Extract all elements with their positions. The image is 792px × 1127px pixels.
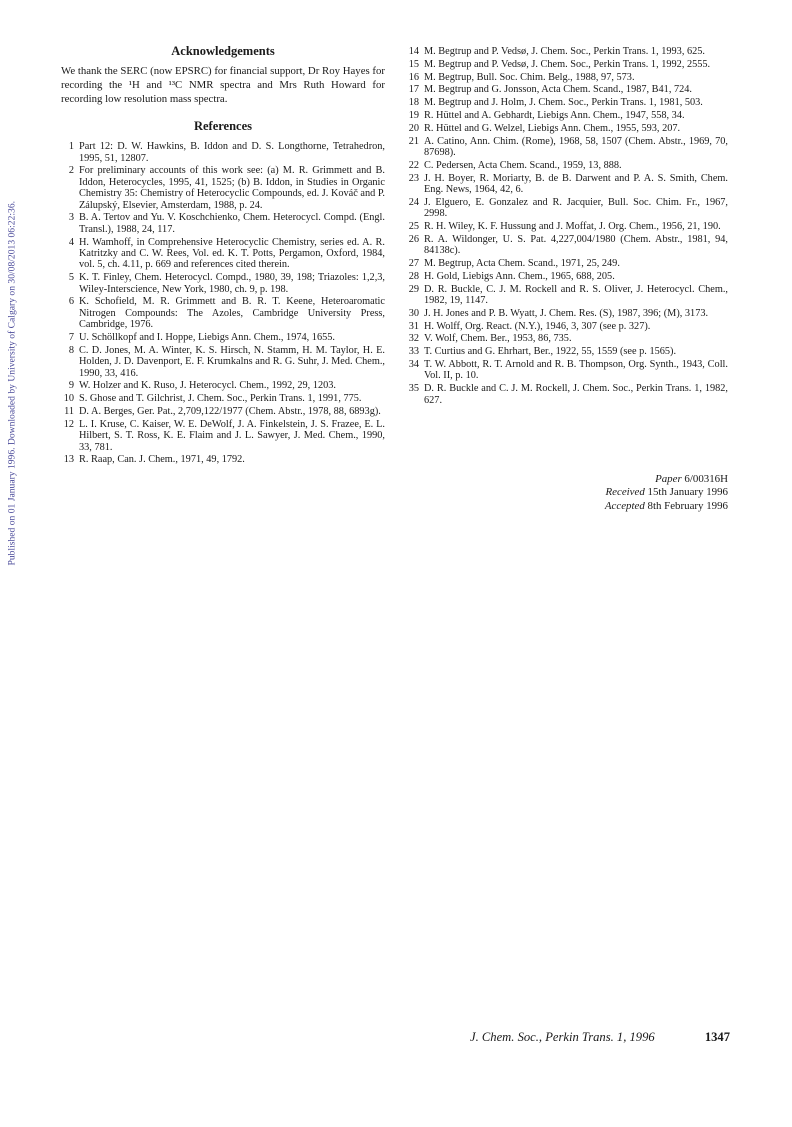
- reference-text: L. I. Kruse, C. Kaiser, W. E. DeWolf, J. A. Finkelstein, J. S. Frazee, E. L. Hilbert, S. T. Ross, K. E. Flaim and J. L. Sawyer, J. Med. Chem., 1990, 33, 781.: [79, 418, 385, 453]
- reference-text: K. T. Finley, Chem. Heterocycl. Compd., 1980, 39, 198; Triazoles: 1,2,3, Wiley-Interscience, New York, 1980, ch. 9, p. 198.: [79, 272, 385, 295]
- paper-label: Paper: [655, 473, 682, 485]
- reference-item: [61, 393, 385, 404]
- paper-id-line: [605, 473, 728, 486]
- acknowledgements-heading: Acknowledgements: [171, 44, 275, 58]
- reference-number: 16: [408, 71, 419, 83]
- reference-item: [406, 221, 728, 232]
- reference-number: 19: [408, 109, 419, 121]
- accepted-date: 8th February 1996: [647, 499, 728, 512]
- page-footer: [470, 1030, 730, 1045]
- received-line: [605, 486, 728, 499]
- reference-item: [406, 136, 728, 159]
- reference-item: [406, 271, 728, 282]
- reference-text: T. W. Abbott, R. T. Arnold and R. B. Thompson, Org. Synth., 1943, Coll. Vol. II, p. 10.: [424, 358, 728, 382]
- reference-item: [406, 160, 728, 171]
- reference-item: [406, 234, 728, 257]
- reference-item: [406, 123, 728, 134]
- reference-text: C. Pedersen, Acta Chem. Scand., 1959, 13, 888.: [424, 159, 622, 171]
- paper-id: 6/00316H: [684, 473, 728, 485]
- reference-item: [61, 296, 385, 330]
- reference-number: 14: [408, 46, 419, 57]
- reference-text: H. Gold, Liebigs Ann. Chem., 1965, 688, 205.: [424, 270, 615, 282]
- reference-item: [61, 272, 385, 295]
- reference-text: D. R. Buckle, C. J. M. Rockell and R. S. Oliver, J. Heterocycl. Chem., 1982, 19, 1147.: [424, 283, 728, 306]
- reference-text: A. Catino, Ann. Chim. (Rome), 1968, 58, 1507 (Chem. Abstr., 1969, 70, 87698).: [424, 135, 728, 158]
- reference-item: [61, 141, 385, 164]
- reference-text: S. Ghose and T. Gilchrist, J. Chem. Soc., Perkin Trans. 1, 1991, 775.: [79, 393, 362, 405]
- reference-number: 31: [408, 320, 419, 332]
- left-column: [61, 46, 385, 467]
- references-heading: References: [193, 118, 253, 133]
- reference-number: 35: [408, 383, 419, 395]
- reference-text: V. Wolf, Chem. Ber., 1953, 86, 735.: [424, 333, 572, 345]
- reference-text: H. Wamhoff, in Comprehensive Heterocyclic Chemistry, series ed. A. R. Katritzky and C. W. Rees, Vol. ed. K. T. Potts, Pergamon, Oxford, 1984, vol. 5, ch. 4.11, p. 669 and references cited therein.: [79, 236, 385, 271]
- reference-text: R. Hüttel and G. Welzel, Liebigs Ann. Chem., 1955, 593, 207.: [424, 122, 681, 134]
- reference-item: [406, 72, 728, 83]
- reference-text: M. Begtrup, Acta Chem. Scand., 1971, 25, 249.: [424, 257, 620, 269]
- reference-text: C. D. Jones, M. A. Winter, K. S. Hirsch, N. Stamm, H. M. Taylor, H. E. Holden, J. D. Davenport, E. F. Krumkalns and R. G. Suhr, J. Med. Chem., 1990, 33, 416.: [79, 344, 385, 379]
- reference-text: K. Schofield, M. R. Grimmett and B. R. T. Keene, Heteroaromatic Nitrogen Compounds: The Azoles, Cambridge University Press, Cambridge, 1976.: [79, 296, 385, 331]
- acknowledgements-text: We thank the SERC (now EPSRC) for financial support, Dr Roy Hayes for recording the ¹H and ¹³C NMR spectra and Mrs Ruth Howard for recording low resolution mass spectra.: [61, 65, 385, 105]
- reference-text: J. Elguero, E. Gonzalez and R. Jacquier, Bull. Soc. Chim. Fr., 1967, 2998.: [424, 196, 728, 220]
- right-column: [406, 46, 728, 407]
- reference-item: [406, 84, 728, 95]
- accepted-line: [605, 500, 728, 513]
- reference-number: 23: [408, 172, 419, 184]
- reference-text: J. H. Boyer, R. Moriarty, B. de B. Darwent and P. A. S. Smith, Chem. Eng. News, 1964, 42, 6.: [424, 172, 728, 195]
- reference-number: 26: [408, 233, 419, 245]
- reference-item: [406, 197, 728, 220]
- reference-number: 6: [68, 296, 74, 308]
- reference-number: 20: [408, 122, 419, 134]
- reference-number: 8: [68, 344, 74, 356]
- reference-text: D. R. Buckle and C. J. M. Rockell, J. Chem. Soc., Perkin Trans. 1, 1982, 627.: [424, 383, 728, 406]
- reference-item: [406, 321, 728, 332]
- reference-item: [61, 237, 385, 271]
- accepted-label: Accepted: [604, 499, 645, 512]
- reference-item: [406, 46, 728, 57]
- paper-info: [605, 473, 728, 513]
- reference-number: 24: [408, 196, 419, 208]
- received-label: Received: [605, 486, 645, 499]
- reference-number: 7: [68, 332, 74, 344]
- reference-number: 9: [68, 380, 74, 392]
- journal-citation: J. Chem. Soc., Perkin Trans. 1, 1996: [470, 1030, 655, 1044]
- reference-item: [406, 97, 728, 108]
- reference-item: [61, 454, 385, 465]
- reference-number: 12: [63, 418, 74, 430]
- reference-number: 10: [63, 393, 74, 405]
- reference-item: [406, 258, 728, 269]
- reference-text: M. Begtrup and G. Jonsson, Acta Chem. Scand., 1987, B41, 724.: [424, 84, 692, 96]
- reference-number: 30: [408, 307, 419, 319]
- reference-text: U. Schöllkopf and I. Hoppe, Liebigs Ann. Chem., 1974, 1655.: [79, 332, 335, 344]
- reference-number: 27: [408, 257, 419, 269]
- reference-item: [406, 359, 728, 382]
- reference-text: M. Begtrup and J. Holm, J. Chem. Soc., Perkin Trans. 1, 1981, 503.: [424, 97, 703, 109]
- reference-item: [406, 173, 728, 196]
- reference-text: D. A. Berges, Ger. Pat., 2,709,122/1977 (Chem. Abstr., 1978, 88, 6893g).: [79, 406, 381, 418]
- reference-item: [61, 406, 385, 417]
- reference-text: M. Begtrup, Bull. Soc. Chim. Belg., 1988, 97, 573.: [424, 71, 635, 83]
- reference-item: [61, 165, 385, 211]
- reference-number: 33: [408, 346, 419, 358]
- page-number: 1347: [704, 1030, 730, 1044]
- reference-number: 17: [408, 84, 419, 96]
- reference-item: [406, 284, 728, 307]
- reference-text: For preliminary accounts of this work see: (a) M. R. Grimmett and B. Iddon, Heterocycles, 1995, 41, 1525; (b) B. Iddon, in Studies in Organic Chemistry 35: Chemistry of Heterocyclic Compounds, ed. J. Kováč and P. Zálupský, Elsevier, Amsterdam, 1988, p. 24.: [79, 165, 386, 211]
- reference-list-right: [406, 46, 728, 406]
- reference-number: 25: [408, 220, 419, 232]
- reference-number: 18: [408, 97, 419, 109]
- reference-text: M. Begtrup and P. Vedsø, J. Chem. Soc., Perkin Trans. 1, 1992, 2555.: [424, 58, 711, 70]
- reference-text: R. A. Wildonger, U. S. Pat. 4,227,004/1980 (Chem. Abstr., 1981, 94, 84138c).: [424, 233, 728, 257]
- reference-item: [406, 333, 728, 344]
- reference-number: 22: [408, 159, 419, 171]
- reference-number: 34: [408, 358, 419, 370]
- reference-item: [406, 110, 728, 121]
- download-watermark: Published on 01 January 1996. Downloaded by University of Calgary on 30/08/2013 06:22:36.: [6, 200, 18, 566]
- reference-item: [61, 419, 385, 453]
- received-date: 15th January 1996: [647, 486, 728, 499]
- reference-item: [61, 212, 385, 235]
- reference-number: 21: [408, 135, 419, 147]
- reference-text: R. Hüttel and A. Gebhardt, Liebigs Ann. Chem., 1947, 558, 34.: [424, 109, 685, 121]
- reference-item: [61, 345, 385, 379]
- reference-list-left: [61, 141, 385, 466]
- reference-text: T. Curtius and G. Ehrhart, Ber., 1922, 55, 1559 (see p. 1565).: [424, 346, 677, 358]
- reference-number: 32: [408, 333, 419, 345]
- reference-number: 29: [408, 283, 419, 295]
- reference-item: [406, 346, 728, 357]
- reference-item: [406, 308, 728, 319]
- reference-item: [406, 59, 728, 70]
- reference-number: 3: [68, 212, 74, 224]
- reference-number: 15: [408, 58, 419, 70]
- reference-number: 11: [64, 406, 74, 418]
- reference-text: M. Begtrup and P. Vedsø, J. Chem. Soc., Perkin Trans. 1, 1993, 625.: [424, 46, 705, 57]
- reference-item: [406, 383, 728, 406]
- reference-text: J. H. Jones and P. B. Wyatt, J. Chem. Res. (S), 1987, 396; (M), 3173.: [424, 307, 709, 319]
- reference-number: 28: [408, 270, 419, 282]
- reference-text: R. H. Wiley, K. F. Hussung and J. Moffat, J. Org. Chem., 1956, 21, 190.: [424, 220, 721, 232]
- reference-number: 2: [68, 165, 74, 177]
- reference-text: H. Wolff, Org. React. (N.Y.), 1946, 3, 307 (see p. 327).: [424, 320, 651, 332]
- reference-text: W. Holzer and K. Ruso, J. Heterocycl. Chem., 1992, 29, 1203.: [79, 380, 336, 392]
- reference-number: 13: [63, 454, 74, 466]
- reference-item: [61, 380, 385, 391]
- reference-number: 4: [68, 236, 74, 248]
- reference-text: B. A. Tertov and Yu. V. Koschchienko, Chem. Heterocycl. Compd. (Engl. Transl.), 1988, 24, 117.: [79, 212, 385, 235]
- reference-number: 1: [68, 141, 74, 153]
- reference-item: [61, 332, 385, 343]
- reference-text: Part 12: D. W. Hawkins, B. Iddon and D. S. Longthorne, Tetrahedron, 1995, 51, 12807.: [79, 141, 385, 164]
- reference-text: R. Raap, Can. J. Chem., 1971, 49, 1792.: [79, 454, 245, 466]
- reference-number: 5: [68, 272, 74, 284]
